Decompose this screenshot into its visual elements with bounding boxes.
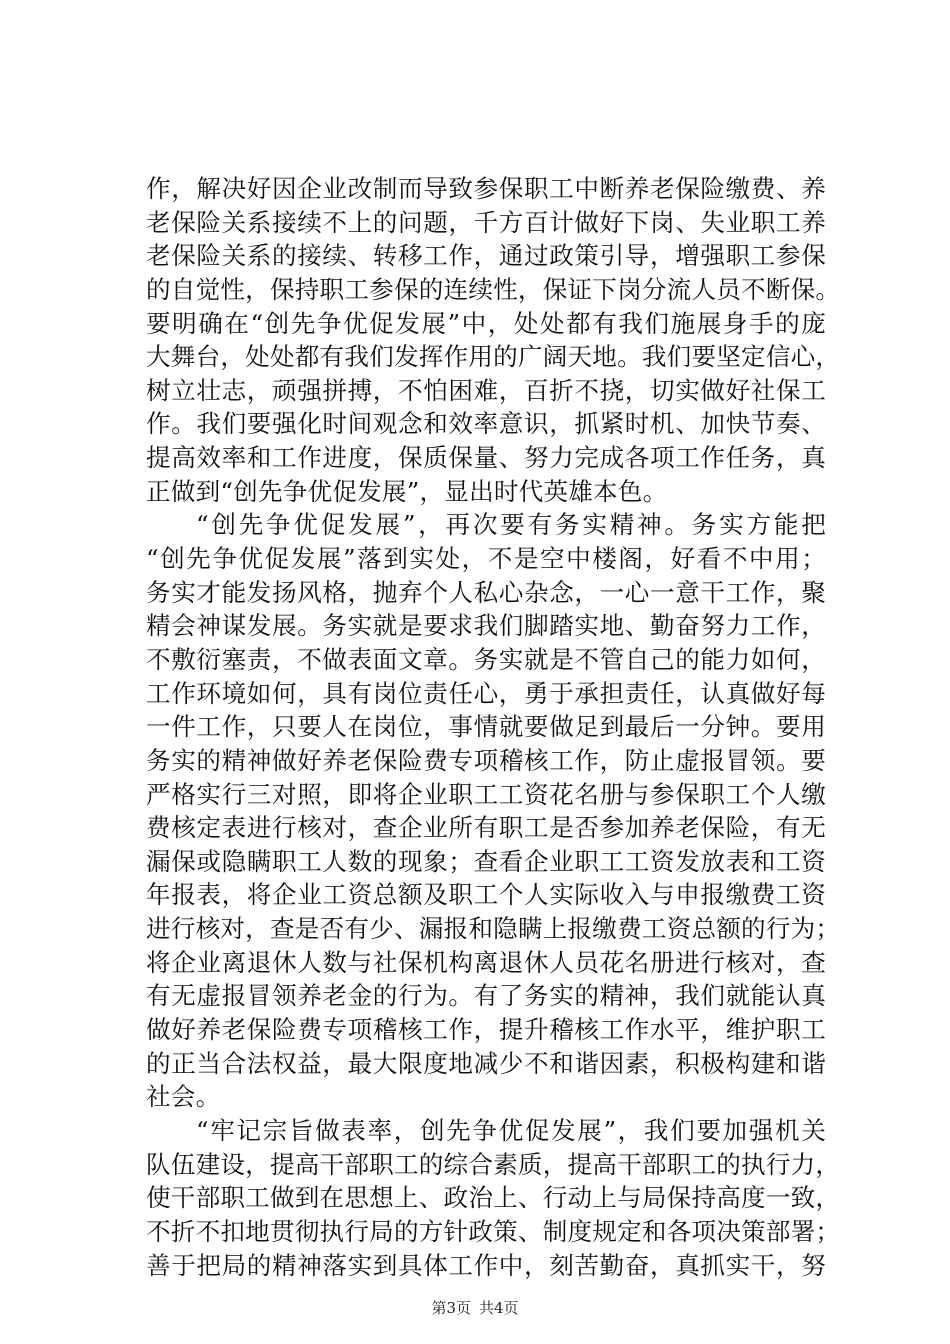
text-line: 提高效率和工作进度，保质保量、努力完成各项工作任务，真 [146, 443, 826, 473]
text-line: 社会。 [146, 1082, 221, 1112]
text-line: “牢记宗旨做表率，创先争优促发展”，我们要加强机关 [196, 1115, 826, 1145]
text-line: 老保险关系接续不上的问题，千方百计做好下岗、失业职工养 [146, 207, 826, 237]
page-footer [0, 1297, 950, 1318]
paragraph [146, 172, 841, 508]
text-line: 队伍建设，提高干部职工的综合素质，提高干部职工的执行力， [146, 1149, 841, 1179]
text-line: “创先争优促发展”落到实处，不是空中楼阁，好看不中用； [146, 544, 826, 574]
text-line: 做好养老保险费专项稽核工作，提升稽核工作水平，维护职工 [146, 1015, 826, 1045]
text-line: 务实的精神做好养老保险费专项稽核工作，防止虚报冒领。要 [146, 745, 826, 775]
text-line: 严格实行三对照，即将企业职工工资花名册与参保职工个人缴 [146, 779, 826, 809]
text-line: 正做到“创先争优促发展”，显出时代英雄本色。 [146, 476, 668, 506]
text-line: 工作环境如何，具有岗位责任心，勇于承担责任，认真做好每 [146, 678, 826, 708]
paragraph [146, 508, 841, 1114]
text-line: 漏保或隐瞒职工人数的现象；查看企业职工工资发放表和工资 [146, 846, 826, 876]
text-line: 作，解决好因企业改制而导致参保职工中断养老保险缴费、养 [146, 174, 826, 203]
text-line: 不敷衍塞责，不做表面文章。务实就是不管自己的能力如何， [146, 644, 826, 674]
text-line: 一件工作，只要人在岗位，事情就要做足到最后一分钟。要用 [146, 712, 826, 742]
text-line: 树立壮志，顽强拼搏，不怕困难，百折不挠，切实做好社保工 [146, 375, 826, 405]
text-line: 年报表，将企业工资总额及职工个人实际收入与申报缴费工资 [146, 880, 826, 910]
page-number: 第3页 [431, 1299, 471, 1317]
text-line: 要明确在“创先争优促发展”中，处处都有我们施展身手的庞 [146, 308, 826, 338]
text-line: 务实才能发扬风格，抛弃个人私心杂念，一心一意干工作，聚 [146, 577, 826, 607]
text-line: 使干部职工做到在思想上、政治上、行动上与局保持高度一致， [146, 1183, 841, 1213]
text-line: 进行核对，查是否有少、漏报和隐瞒上报缴费工资总额的行为； [146, 914, 841, 944]
text-line: 不折不扣地贯彻执行局的方针政策、制度规定和各项决策部署； [146, 1216, 841, 1246]
text-line: 作。我们要强化时间观念和效率意识，抓紧时机、加快节奏、 [146, 409, 826, 439]
paragraph [146, 1114, 841, 1282]
text-line: 精会神谋发展。务实就是要求我们脚踏实地、勤奋努力工作， [146, 611, 826, 641]
text-line: 将企业离退休人数与社保机构离退休人员花名册进行核对，查 [146, 947, 826, 977]
document-body [146, 172, 841, 1282]
text-line: 老保险关系的接续、转移工作，通过政策引导，增强职工参保 [146, 241, 826, 271]
text-line: 的自觉性，保持职工参保的连续性，保证下岗分流人员不断保。 [146, 274, 841, 304]
text-line: 大舞台，处处都有我们发挥作用的广阔天地。我们要坚定信心， [146, 342, 841, 372]
text-line: “创先争优促发展”，再次要有务实精神。务实方能把 [196, 510, 826, 540]
page-total: 共4页 [479, 1299, 519, 1317]
text-line: 有无虚报冒领养老金的行为。有了务实的精神，我们就能认真 [146, 981, 826, 1011]
text-line: 的正当合法权益，最大限度地减少不和谐因素，积极构建和谐 [146, 1048, 826, 1078]
text-line: 善于把局的精神落实到具体工作中，刻苦勤奋，真抓实干，努 [146, 1250, 826, 1280]
text-line: 费核定表进行核对，查企业所有职工是否参加养老保险，有无 [146, 813, 826, 843]
